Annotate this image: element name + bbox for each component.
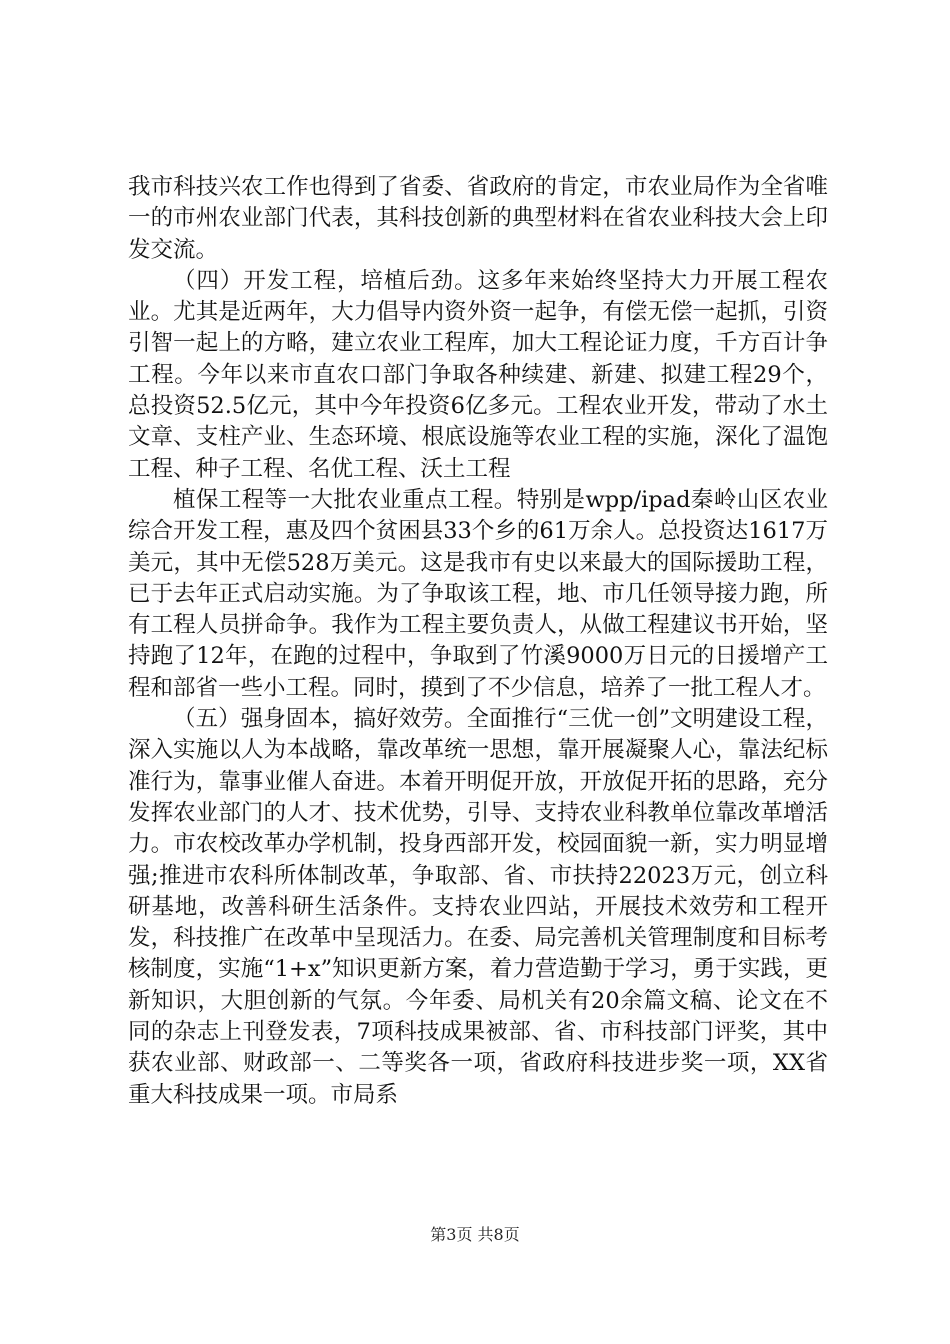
paragraph-section-4: （四）开发工程，培植后劲。这多年来始终坚持大力开展工程农业。尤其是近两年，大力倡导内资外资一起争，有偿无偿一起抓，引资引智一起上的方略，建立农业工程库，加大工程论证力度，千方百计争工程。今年以来市直农口部门争取各种续建、新建、拟建工程29个，总投资52.5亿元，其中今年投资6亿多元。工程农业开发，带动了水土文章、支柱产业、生态环境、根底设施等农业工程的实施，深化了温饱工程、种子工程、名优工程、沃土工程 [128,267,828,482]
paragraph-section-5: （五）强身固本，搞好效劳。全面推行“三优一创”文明建设工程，深入实施以人为本战略，靠改革统一思想，靠开展凝聚人心，靠法纪标准行为，靠事业催人奋进。本着开明促开放，开放促开拓的思路，充分发挥农业部门的人才、技术优势，引导、支持农业科教单位靠改革增活力。市农校改革办学机制，投身西部开发，校园面貌一新，实力明显增强;推进市农科所体制改革，争取部、省、市扶持22023万元，创立科研基地，改善科研生活条件。支持农业四站，开展技术效劳和工程开发，科技推广在改革中呈现活力。在委、局完善机关管理制度和目标考核制度，实施“1+x”知识更新方案，着力营造勤于学习，勇于实践，更新知识，大胆创新的气氛。今年委、局机关有20余篇文稿、论文在不同的杂志上刊登发表，7项科技成果被部、省、市科技部门评奖，其中获农业部、财政部一、二等奖各一项，省政府科技进步奖一项，XX省重大科技成果一项。市局系 [128,706,828,1108]
paragraph-plant-protection: 植保工程等一大批农业重点工程。特别是wpp/ipad秦岭山区农业综合开发工程，惠及四个贫困县33个乡的61万余人。总投资达1617万美元，其中无偿528万美元。这是我市有史以来最大的国际援助工程，已于去年正式启动实施。为了争取该工程，地、市几任领导接力跑，所有工程人员拼命争。我作为工程主要负责人，从做工程建议书开始，坚持跑了12年，在跑的过程中，争取到了竹溪9000万日元的日援增产工程和部省一些小工程。同时，摸到了不少信息，培养了一批工程人才。 [128,486,828,701]
page-footer: 第3页 共8页 [430,1225,520,1244]
document-body [128,172,828,1111]
paragraph-continuation: 我市科技兴农工作也得到了省委、省政府的肯定，市农业局作为全省唯一的市州农业部门代表，其科技创新的典型材料在省农业科技大会上印发交流。 [128,174,828,263]
